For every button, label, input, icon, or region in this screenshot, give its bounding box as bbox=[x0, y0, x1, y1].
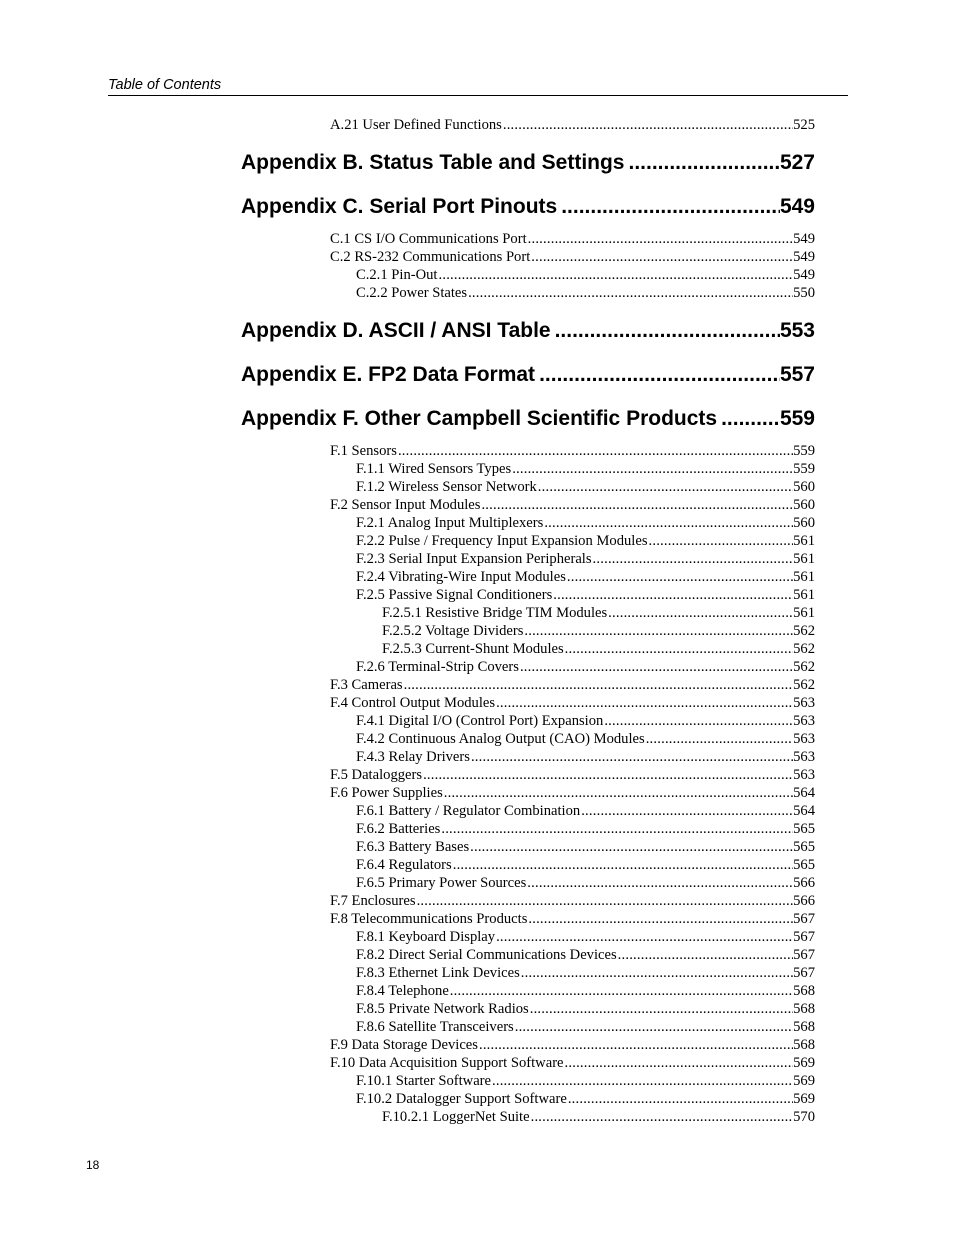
toc-entry-title: F.8.3 Ethernet Link Devices bbox=[356, 965, 520, 981]
toc-entry-page: 525 bbox=[793, 117, 815, 133]
toc-entry-title: F.3 Cameras bbox=[330, 677, 403, 693]
toc-entry-page: 560 bbox=[793, 497, 815, 513]
toc-entry-page: 564 bbox=[793, 803, 815, 819]
toc-entry-title: F.6.1 Battery / Regulator Combination bbox=[356, 803, 581, 819]
toc-entry-page: 560 bbox=[793, 479, 815, 495]
toc-entry-title: F.2.2 Pulse / Frequency Input Expansion Modules bbox=[356, 533, 648, 549]
toc-entry-title: F.10.2 Datalogger Support Software bbox=[356, 1091, 567, 1107]
toc-entry[interactable] bbox=[356, 712, 815, 730]
toc-entry[interactable] bbox=[356, 1018, 815, 1036]
toc-entry-page: 557 bbox=[779, 363, 815, 386]
toc-entry[interactable] bbox=[382, 622, 815, 640]
dot-leader bbox=[645, 730, 793, 748]
toc-appendix-entry[interactable] bbox=[241, 150, 815, 176]
toc-entry-page: 527 bbox=[779, 151, 815, 174]
toc-entry[interactable] bbox=[356, 964, 815, 982]
toc-entry-title: F.4.2 Continuous Analog Output (CAO) Modules bbox=[356, 731, 645, 747]
toc-entry[interactable] bbox=[356, 266, 815, 284]
toc-entry-title: F.2.5 Passive Signal Conditioners bbox=[356, 587, 553, 603]
toc-entry-title: Appendix D. ASCII / ANSI Table bbox=[241, 319, 551, 342]
toc-entry[interactable] bbox=[330, 248, 815, 266]
toc-entry-title: F.5 Dataloggers bbox=[330, 767, 423, 783]
dot-leader bbox=[592, 550, 794, 568]
dot-leader bbox=[552, 586, 793, 604]
dot-leader bbox=[519, 658, 793, 676]
dot-leader bbox=[443, 784, 793, 802]
dot-leader bbox=[603, 712, 793, 730]
toc-entry-title: F.2.5.3 Current-Shunt Modules bbox=[382, 641, 564, 657]
dot-leader bbox=[564, 1054, 794, 1072]
toc-entry[interactable] bbox=[356, 1072, 815, 1090]
toc-entry-page: 568 bbox=[793, 983, 815, 999]
toc-entry-title: C.2.1 Pin-Out bbox=[356, 267, 438, 283]
toc-entry-page: 561 bbox=[793, 587, 815, 603]
toc-entry-page: 550 bbox=[793, 285, 815, 301]
dot-leader bbox=[535, 362, 780, 388]
dot-leader bbox=[523, 622, 793, 640]
dot-leader bbox=[530, 248, 793, 266]
toc-entry-page: 549 bbox=[793, 249, 815, 265]
toc-entry-title: F.9 Data Storage Devices bbox=[330, 1037, 478, 1053]
toc-entry-title: C.2.2 Power States bbox=[356, 285, 468, 301]
toc-entry-title: Appendix E. FP2 Data Format bbox=[241, 363, 536, 386]
toc-entry-title: F.2.4 Vibrating-Wire Input Modules bbox=[356, 569, 566, 585]
toc-appendix-entry[interactable] bbox=[241, 318, 815, 344]
toc-entry-page: 568 bbox=[793, 1001, 815, 1017]
toc-entry[interactable] bbox=[330, 676, 815, 694]
toc-entry-title: F.8 Telecommunications Products bbox=[330, 911, 528, 927]
toc-entry[interactable] bbox=[356, 658, 815, 676]
dot-leader bbox=[648, 532, 794, 550]
toc-entry-title: F.2.6 Terminal-Strip Covers bbox=[356, 659, 519, 675]
toc-entry[interactable] bbox=[356, 532, 815, 550]
toc-entry-page: 564 bbox=[793, 785, 815, 801]
dot-leader bbox=[520, 964, 793, 982]
toc-entry-title: F.1 Sensors bbox=[330, 443, 397, 459]
toc-entry-page: 567 bbox=[793, 911, 815, 927]
dot-leader bbox=[537, 478, 793, 496]
dot-leader bbox=[617, 946, 793, 964]
dot-leader bbox=[566, 568, 793, 586]
toc-appendix-entry[interactable] bbox=[241, 194, 815, 220]
dot-leader bbox=[511, 460, 793, 478]
toc-entry[interactable] bbox=[330, 892, 815, 910]
toc-entry[interactable] bbox=[330, 1054, 815, 1072]
toc-entry-page: 562 bbox=[793, 641, 815, 657]
toc-entry-title: F.4.3 Relay Drivers bbox=[356, 749, 470, 765]
toc-entry-title: C.1 CS I/O Communications Port bbox=[330, 231, 527, 247]
toc-entry[interactable] bbox=[356, 478, 815, 496]
toc-entry[interactable] bbox=[356, 730, 815, 748]
dot-leader bbox=[495, 928, 793, 946]
toc-entry-title: F.4 Control Output Modules bbox=[330, 695, 496, 711]
toc-entry[interactable] bbox=[356, 1000, 815, 1018]
dot-leader bbox=[529, 1000, 793, 1018]
dot-leader bbox=[438, 266, 794, 284]
toc-entry-title: F.2.1 Analog Input Multiplexers bbox=[356, 515, 544, 531]
toc-entry-title: F.8.5 Private Network Radios bbox=[356, 1001, 529, 1017]
dot-leader bbox=[469, 838, 793, 856]
toc-entry-page: 562 bbox=[793, 659, 815, 675]
toc-entry-title: F.2.3 Serial Input Expansion Peripherals bbox=[356, 551, 592, 567]
toc-appendix-entry[interactable] bbox=[241, 362, 815, 388]
toc-entry-title: F.2 Sensor Input Modules bbox=[330, 497, 481, 513]
dot-leader bbox=[543, 514, 793, 532]
dot-leader bbox=[514, 1018, 793, 1036]
toc-entry-page: 549 bbox=[793, 231, 815, 247]
toc-entry-title: Appendix B. Status Table and Settings bbox=[241, 151, 625, 174]
toc-entry[interactable] bbox=[330, 116, 815, 134]
toc-entry[interactable] bbox=[356, 838, 815, 856]
toc-entry-page: 563 bbox=[793, 695, 815, 711]
toc-entry-page: 563 bbox=[793, 713, 815, 729]
toc-entry-page: 565 bbox=[793, 857, 815, 873]
dot-leader bbox=[397, 442, 793, 460]
toc-entry[interactable] bbox=[356, 748, 815, 766]
dot-leader bbox=[416, 892, 794, 910]
toc-entry-title: F.8.1 Keyboard Display bbox=[356, 929, 496, 945]
toc-entry-page: 559 bbox=[793, 443, 815, 459]
toc-entry-title: Appendix F. Other Campbell Scientific Products bbox=[241, 407, 718, 430]
toc-entry[interactable] bbox=[330, 784, 815, 802]
toc-entry-title: F.7 Enclosures bbox=[330, 893, 416, 909]
toc-entry-title: F.10.2.1 LoggerNet Suite bbox=[382, 1109, 530, 1125]
toc-entry-title: F.8.6 Satellite Transceivers bbox=[356, 1019, 514, 1035]
dot-leader bbox=[530, 1108, 794, 1126]
toc-entry-page: 560 bbox=[793, 515, 815, 531]
toc-entry[interactable] bbox=[356, 568, 815, 586]
toc-entry-page: 562 bbox=[793, 677, 815, 693]
toc-entry-page: 553 bbox=[779, 319, 815, 342]
dot-leader bbox=[440, 820, 793, 838]
toc-entry-page: 568 bbox=[793, 1019, 815, 1035]
toc-entry-page: 561 bbox=[793, 605, 815, 621]
toc-entry[interactable] bbox=[356, 802, 815, 820]
dot-leader bbox=[403, 676, 794, 694]
toc-entry[interactable] bbox=[330, 694, 815, 712]
dot-leader bbox=[449, 982, 793, 1000]
toc-entry-page: 568 bbox=[793, 1037, 815, 1053]
toc-entry-page: 561 bbox=[793, 533, 815, 549]
toc-entry[interactable] bbox=[356, 460, 815, 478]
toc-entry[interactable] bbox=[356, 820, 815, 838]
toc-entry-title: F.8.4 Telephone bbox=[356, 983, 449, 999]
dot-leader bbox=[502, 116, 793, 134]
toc-entry-title: F.1.2 Wireless Sensor Network bbox=[356, 479, 537, 495]
toc-entry[interactable] bbox=[356, 946, 815, 964]
toc-entry-page: 567 bbox=[793, 929, 815, 945]
toc-entry-title: C.2 RS-232 Communications Port bbox=[330, 249, 531, 265]
toc-entry-page: 559 bbox=[793, 461, 815, 477]
dot-leader bbox=[526, 874, 793, 892]
toc-entry[interactable] bbox=[330, 496, 815, 514]
toc-entry-page: 566 bbox=[793, 893, 815, 909]
toc-entry[interactable] bbox=[330, 442, 815, 460]
dot-leader bbox=[495, 694, 793, 712]
dot-leader bbox=[551, 318, 780, 344]
toc-entry-page: 567 bbox=[793, 947, 815, 963]
dot-leader bbox=[478, 1036, 793, 1054]
toc-entry-page: 565 bbox=[793, 821, 815, 837]
toc-appendix-entry[interactable] bbox=[241, 406, 815, 432]
toc-entry-page: 569 bbox=[793, 1073, 815, 1089]
dot-leader bbox=[564, 640, 793, 658]
toc-entry[interactable] bbox=[356, 586, 815, 604]
toc-entry-page: 569 bbox=[793, 1055, 815, 1071]
toc-entry-page: 559 bbox=[779, 407, 815, 430]
toc-entry-page: 549 bbox=[793, 267, 815, 283]
toc-entry[interactable] bbox=[382, 604, 815, 622]
toc-entry-page: 561 bbox=[793, 551, 815, 567]
toc-entry-title: F.6.3 Battery Bases bbox=[356, 839, 470, 855]
toc-entry[interactable] bbox=[356, 856, 815, 874]
toc-entry-page: 561 bbox=[793, 569, 815, 585]
toc-entry[interactable] bbox=[330, 1036, 815, 1054]
toc-entry-title: F.8.2 Direct Serial Communications Devices bbox=[356, 947, 617, 963]
dot-leader bbox=[607, 604, 793, 622]
toc-entry-title: F.10.1 Starter Software bbox=[356, 1073, 492, 1089]
toc-entry-page: 563 bbox=[793, 731, 815, 747]
toc-entry-page: 566 bbox=[793, 875, 815, 891]
toc-entry-page: 569 bbox=[793, 1091, 815, 1107]
dot-leader bbox=[470, 748, 793, 766]
dot-leader bbox=[467, 284, 793, 302]
dot-leader bbox=[557, 194, 780, 220]
toc-entry-title: F.4.1 Digital I/O (Control Port) Expansion bbox=[356, 713, 604, 729]
toc-entry-title: F.1.1 Wired Sensors Types bbox=[356, 461, 512, 477]
page-number: 18 bbox=[86, 1158, 100, 1172]
toc-entry-page: 562 bbox=[793, 623, 815, 639]
dot-leader bbox=[480, 496, 793, 514]
toc-entry[interactable] bbox=[330, 766, 815, 784]
dot-leader bbox=[527, 910, 793, 928]
dot-leader bbox=[717, 406, 780, 432]
dot-leader bbox=[527, 230, 793, 248]
dot-leader bbox=[567, 1090, 793, 1108]
toc-entry[interactable] bbox=[356, 874, 815, 892]
toc-entry[interactable] bbox=[330, 230, 815, 248]
toc-entry[interactable] bbox=[356, 928, 815, 946]
toc-entry-title: F.2.5.1 Resistive Bridge TIM Modules bbox=[382, 605, 608, 621]
toc-entry-page: 549 bbox=[779, 195, 815, 218]
toc-entry-title: Appendix C. Serial Port Pinouts bbox=[241, 195, 558, 218]
toc-entry-title: F.6 Power Supplies bbox=[330, 785, 443, 801]
dot-leader bbox=[625, 150, 780, 176]
toc-entry[interactable] bbox=[382, 1108, 815, 1126]
dot-leader bbox=[422, 766, 793, 784]
toc-entry-page: 567 bbox=[793, 965, 815, 981]
dot-leader bbox=[580, 802, 793, 820]
toc-entry-title: F.10 Data Acquisition Support Software bbox=[330, 1055, 564, 1071]
toc-entry[interactable] bbox=[330, 910, 815, 928]
toc-entry-title: F.2.5.2 Voltage Dividers bbox=[382, 623, 524, 639]
toc-entry[interactable] bbox=[356, 550, 815, 568]
toc-entry-page: 563 bbox=[793, 767, 815, 783]
running-header: Table of Contents bbox=[108, 76, 848, 96]
toc-entry-page: 563 bbox=[793, 749, 815, 765]
toc-entry[interactable] bbox=[356, 1090, 815, 1108]
toc-entry-title: F.6.2 Batteries bbox=[356, 821, 441, 837]
toc-entry-title: F.6.4 Regulators bbox=[356, 857, 452, 873]
dot-leader bbox=[491, 1072, 793, 1090]
toc-entry-page: 565 bbox=[793, 839, 815, 855]
toc-entry[interactable] bbox=[356, 982, 815, 1000]
toc-entry-title: F.6.5 Primary Power Sources bbox=[356, 875, 527, 891]
toc-entry-title: A.21 User Defined Functions bbox=[330, 117, 502, 133]
toc-entry-page: 570 bbox=[793, 1109, 815, 1125]
toc-entry[interactable] bbox=[382, 640, 815, 658]
toc-entry[interactable] bbox=[356, 514, 815, 532]
dot-leader bbox=[452, 856, 793, 874]
toc-entry[interactable] bbox=[356, 284, 815, 302]
